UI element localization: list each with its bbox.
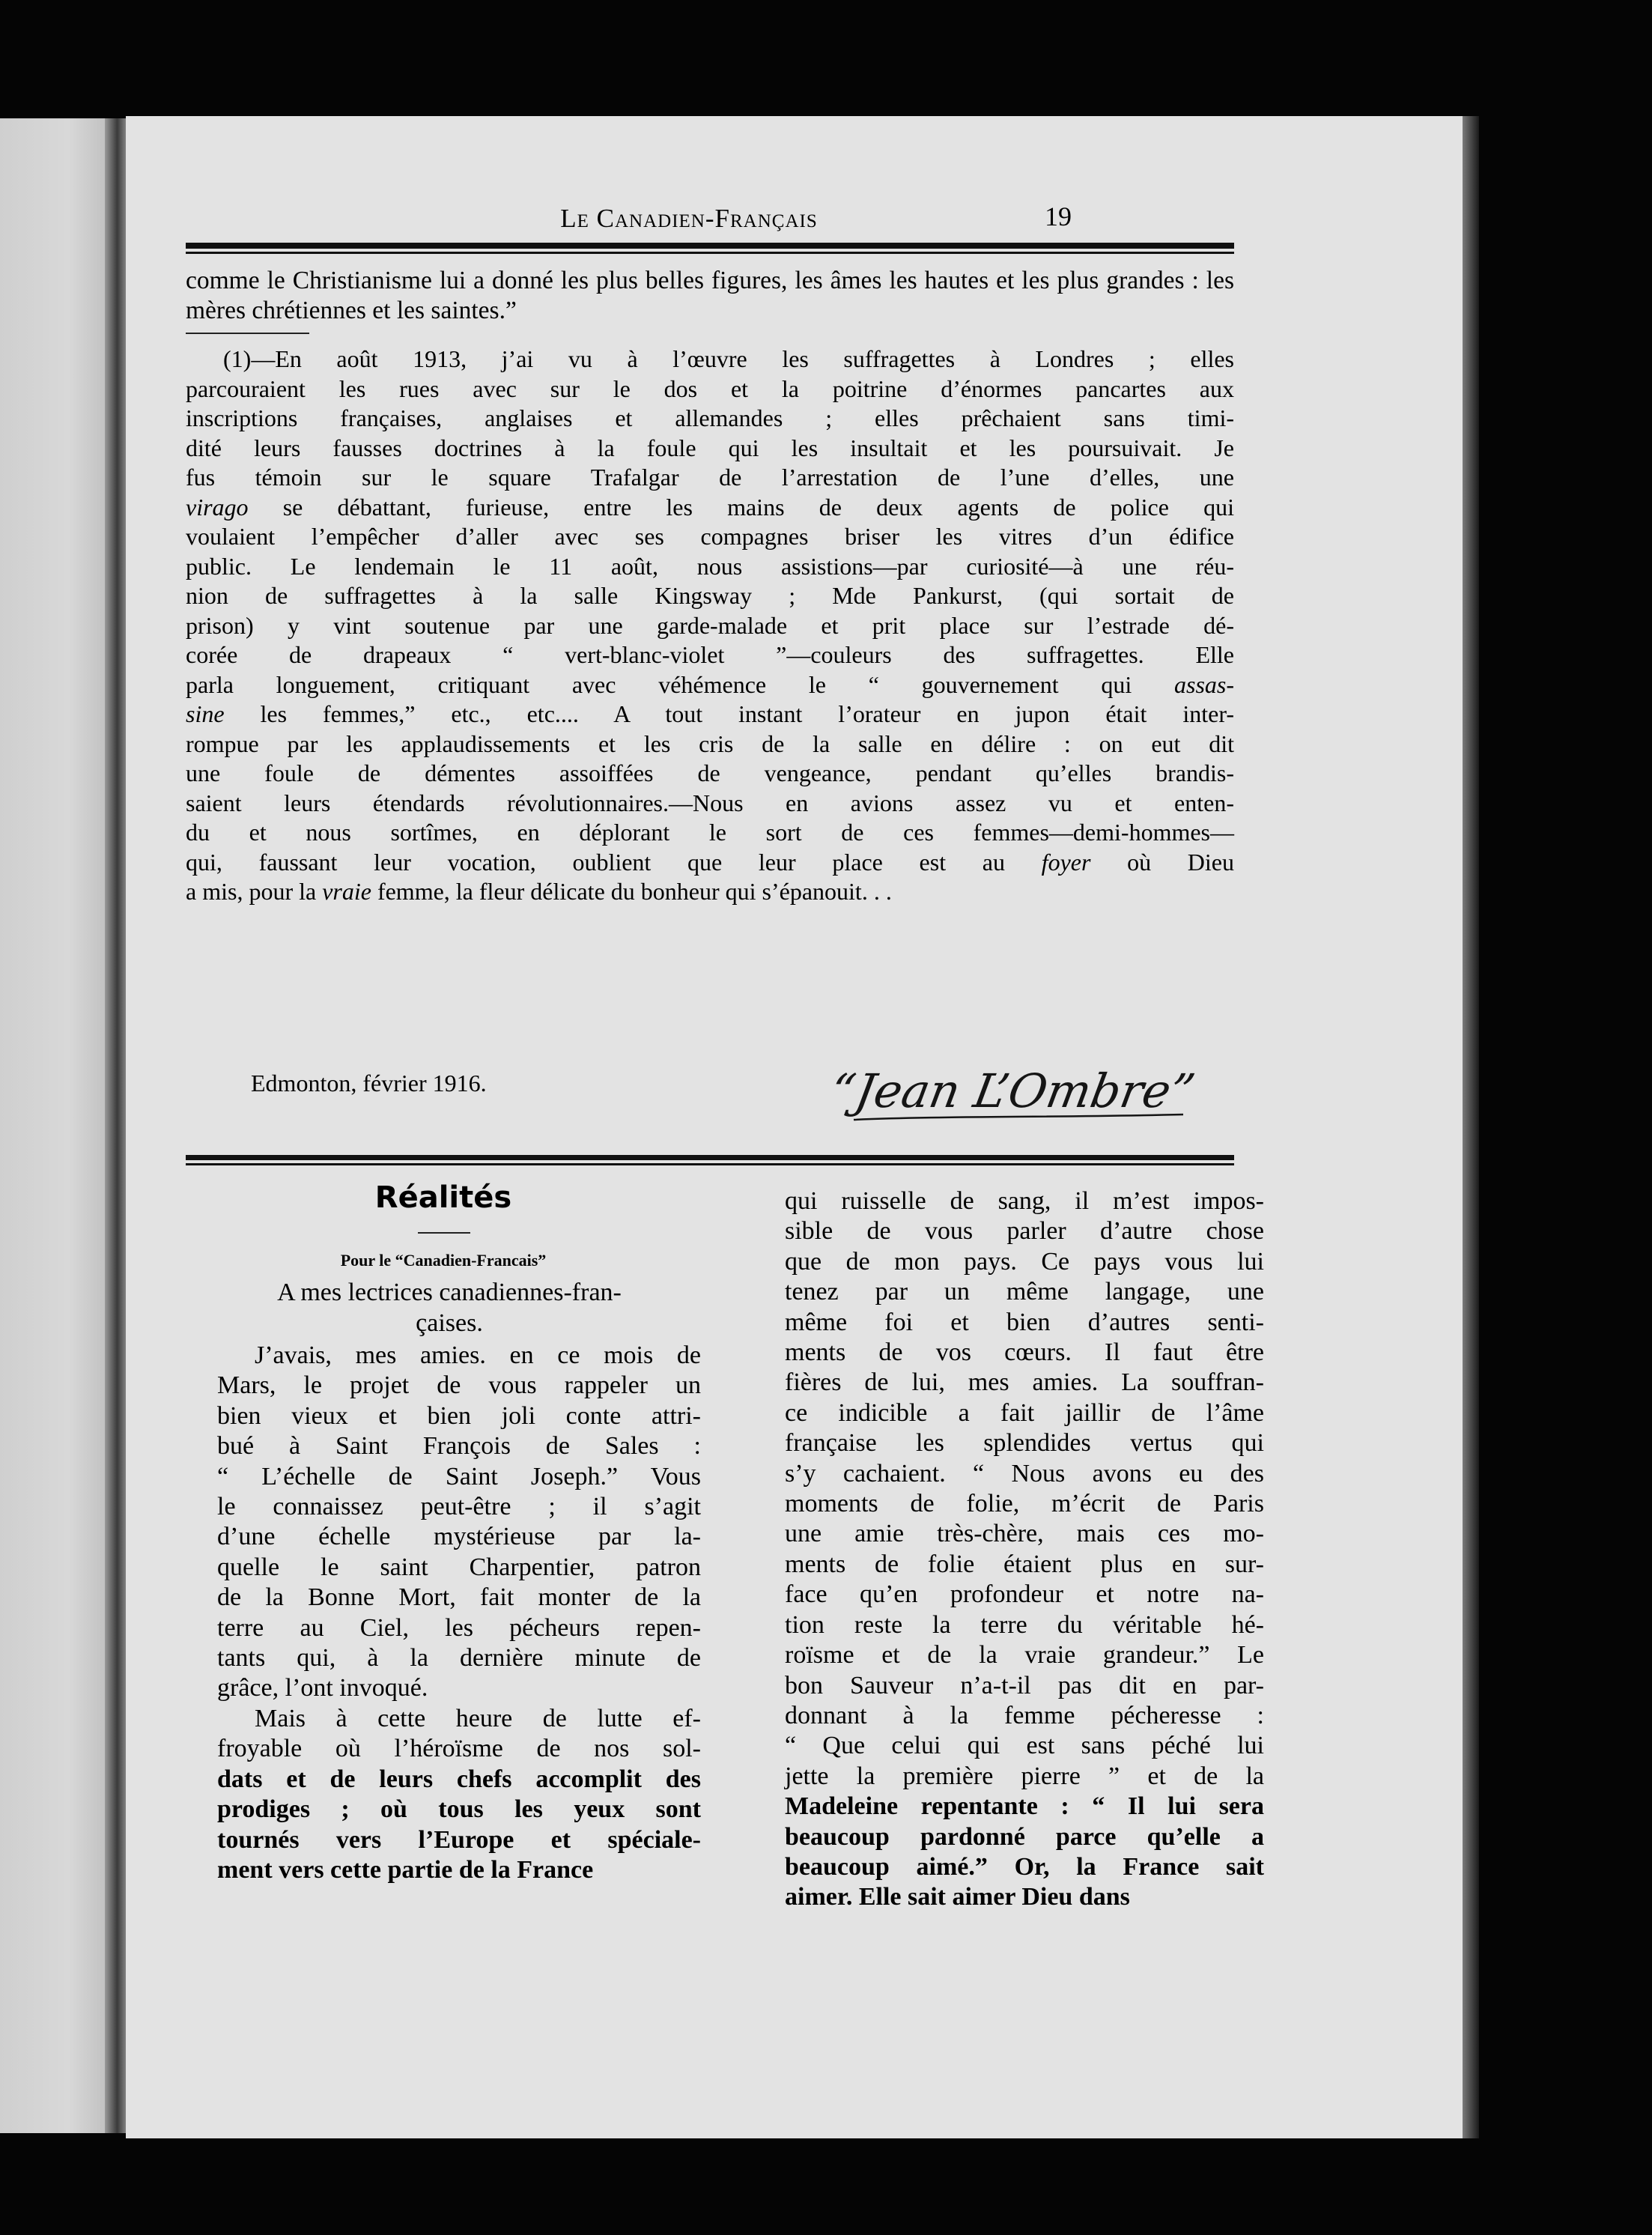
page-edge-shadow <box>1463 116 1479 2138</box>
footnote-line: a mis, pour la vraie femme, la fleur délicate du bonheur qui s’épanouit. . . <box>186 878 892 905</box>
column-line: froyable où l’héroïsme de nos sol- <box>217 1735 701 1763</box>
footnote-line: une foule de démentes assoiffées de vengeance, pendant qu’elles brandis- <box>186 759 1234 786</box>
running-header: Le Canadien-Français <box>560 204 818 233</box>
column-line: “ L’échelle de Saint Joseph.” Vous <box>217 1462 701 1490</box>
column-line: beaucoup pardonné parce qu’elle a <box>785 1822 1264 1851</box>
column-line: moments de folie, m’écrit de Paris <box>785 1490 1264 1518</box>
footnote-line: voulaient l’empêcher d’aller avec ses compagnes briser les vitres d’un édifice <box>186 523 1234 550</box>
footnote-separator <box>186 333 309 334</box>
column-line: ce indicible a fait jaillir de l’âme <box>785 1398 1264 1427</box>
footnote-line: qui, faussant leur vocation, oublient que leur place est au foyer où Dieu <box>186 848 1235 876</box>
column-line: une amie très-chère, mais ces mo- <box>785 1520 1264 1548</box>
column-line: que de mon pays. Ce pays vous lui <box>785 1247 1264 1276</box>
title-dash <box>418 1232 470 1234</box>
header-rule <box>186 243 1234 249</box>
column-line: jette la première pierre ” et de la <box>785 1762 1264 1790</box>
column-line: Mais à cette heure de lutte ef- <box>255 1704 701 1732</box>
svg-text:“Jean L’Ombre”: “Jean L’Ombre” <box>831 1064 1199 1118</box>
footnote-line: nion de suffragettes à la salle Kingsway ; Mde Pankurst, (qui sortait de <box>186 582 1234 609</box>
column-line: ments de vos cœurs. Il faut être <box>785 1338 1264 1367</box>
article-left-column <box>217 1341 701 1885</box>
column-line: sible de vous parler d’autre chose <box>785 1217 1264 1246</box>
footnote-line: rompue par les applaudissements et les cris de la salle en délire : on eut dit <box>186 730 1234 757</box>
column-line: ment vers cette partie de la France <box>217 1855 594 1884</box>
column-line: fières de lui, mes amies. La souffran- <box>785 1368 1264 1397</box>
column-line: le connaissez peut-être ; il s’agit <box>217 1493 701 1521</box>
footnote-line: parla longuement, critiquant avec véhémence le “ gouvernement qui assas- <box>186 670 1234 698</box>
page-gutter <box>105 118 127 2133</box>
column-line: d’une échelle mystérieuse par la- <box>217 1523 701 1551</box>
dateline: Edmonton, février 1916. <box>251 1070 487 1097</box>
column-line: tants qui, à la dernière minute de <box>217 1644 701 1673</box>
article-title: Réalités <box>374 1180 512 1215</box>
footnote-line: (1)—En août 1913, j’ai vu à l’œuvre les suffragettes à Londres ; elles <box>223 345 1234 372</box>
dedication-line: A mes lectrices canadiennes-fran- <box>277 1279 622 1306</box>
footnote-line: prison) y vint soutenue par une garde-malade et prit place sur l’estrade dé- <box>186 611 1234 639</box>
footnote-line: fus témoin sur le square Trafalgar de l’arrestation de l’une d’elles, une <box>186 464 1234 491</box>
column-line: bué à Saint François de Sales : <box>217 1432 701 1461</box>
article-right-column <box>785 1186 1264 1913</box>
column-line: “ Que celui qui est sans péché lui <box>785 1732 1264 1760</box>
column-line: Mars, le projet de vous rappeler un <box>217 1371 701 1400</box>
column-line: de la Bonne Mort, fait monter de la <box>217 1583 701 1612</box>
column-line: ments de folie étaient plus en sur- <box>785 1550 1264 1578</box>
column-line: roïsme et de la vraie grandeur.” Le <box>785 1641 1264 1670</box>
column-line: face qu’en profondeur et notre na- <box>785 1580 1264 1609</box>
column-line: donnant à la femme pécheresse : <box>785 1701 1264 1729</box>
dedication-line: çaises. <box>416 1309 483 1337</box>
footnote-line: du et nous sortîmes, en déplorant le sort de ces femmes—demi-hommes— <box>186 819 1234 846</box>
column-line: s’y cachaient. “ Nous avons eu des <box>785 1459 1264 1488</box>
footnote-line: virago se débattant, furieuse, entre les mains de deux agents de police qui <box>186 493 1234 521</box>
column-line: aimer. Elle sait aimer Dieu dans <box>785 1883 1130 1911</box>
column-line: tenez par un même langage, une <box>785 1278 1264 1306</box>
column-line: beaucoup aimé.” Or, la France sait <box>785 1852 1264 1881</box>
footnote <box>186 345 1234 907</box>
footnote-line: saient leurs étendards révolutionnaires.—Nous en avions assez vu et enten- <box>186 789 1234 816</box>
column-line: Madeleine repentante : “ Il lui sera <box>785 1792 1264 1821</box>
section-rule <box>186 1155 1234 1160</box>
column-line: J’avais, mes amies. en ce mois de <box>255 1341 701 1369</box>
column-line: bon Sauveur n’a-t-il pas dit en par- <box>785 1671 1264 1699</box>
footnote-line: public. Le lendemain le 11 août, nous assistions—par curiosité—à une réu- <box>186 552 1234 580</box>
article-byline: Pour le “Canadien-Francais” <box>340 1251 547 1270</box>
column-line: prodiges ; où tous les yeux sont <box>217 1795 701 1824</box>
footnote-line: dité leurs fausses doctrines à la foule qui les insultait et les poursuivait. Je <box>186 434 1234 461</box>
column-line: terre au Ciel, les pécheurs repen- <box>217 1613 701 1642</box>
footnote-line: sine les femmes,” etc., etc.... A tout instant l’orateur en jupon était inter- <box>186 700 1234 727</box>
column-line: quelle le saint Charpentier, patron <box>217 1553 701 1581</box>
column-line: bien vieux et bien joli conte attri- <box>217 1401 701 1430</box>
continued-paragraph: comme le Christianisme lui a donné les plus belles figures, les âmes les hautes et les plus grandes : les mères chrétiennes et les saintes.” <box>186 267 1234 324</box>
section-rule-thin <box>186 1163 1234 1165</box>
facing-page-edge <box>0 118 114 2133</box>
footnote-line: parcouraient les rues avec sur le dos et la poitrine d’énormes pancartes aux <box>186 374 1234 402</box>
dedication <box>217 1277 681 1338</box>
column-line: tournés vers l’Europe et spéciale- <box>217 1825 701 1854</box>
column-line: dats et de leurs chefs accomplit des <box>217 1765 701 1793</box>
signature <box>831 1049 1221 1131</box>
page-number: 19 <box>1045 201 1072 231</box>
column-line: même foi et bien d’autres senti- <box>785 1308 1264 1336</box>
column-line: qui ruisselle de sang, il m’est impos- <box>785 1187 1264 1215</box>
header-rule-thin <box>186 252 1234 254</box>
column-line: française les splendides vertus qui <box>785 1429 1264 1458</box>
column-line: tion reste la terre du véritable hé- <box>785 1610 1264 1639</box>
footnote-line: inscriptions françaises, anglaises et allemandes ; elles prêchaient sans timi- <box>186 404 1234 431</box>
footnote-line: corée de drapeaux “ vert-blanc-violet ”—couleurs des suffragettes. Elle <box>186 641 1234 668</box>
column-line: grâce, l’ont invoqué. <box>217 1674 428 1702</box>
